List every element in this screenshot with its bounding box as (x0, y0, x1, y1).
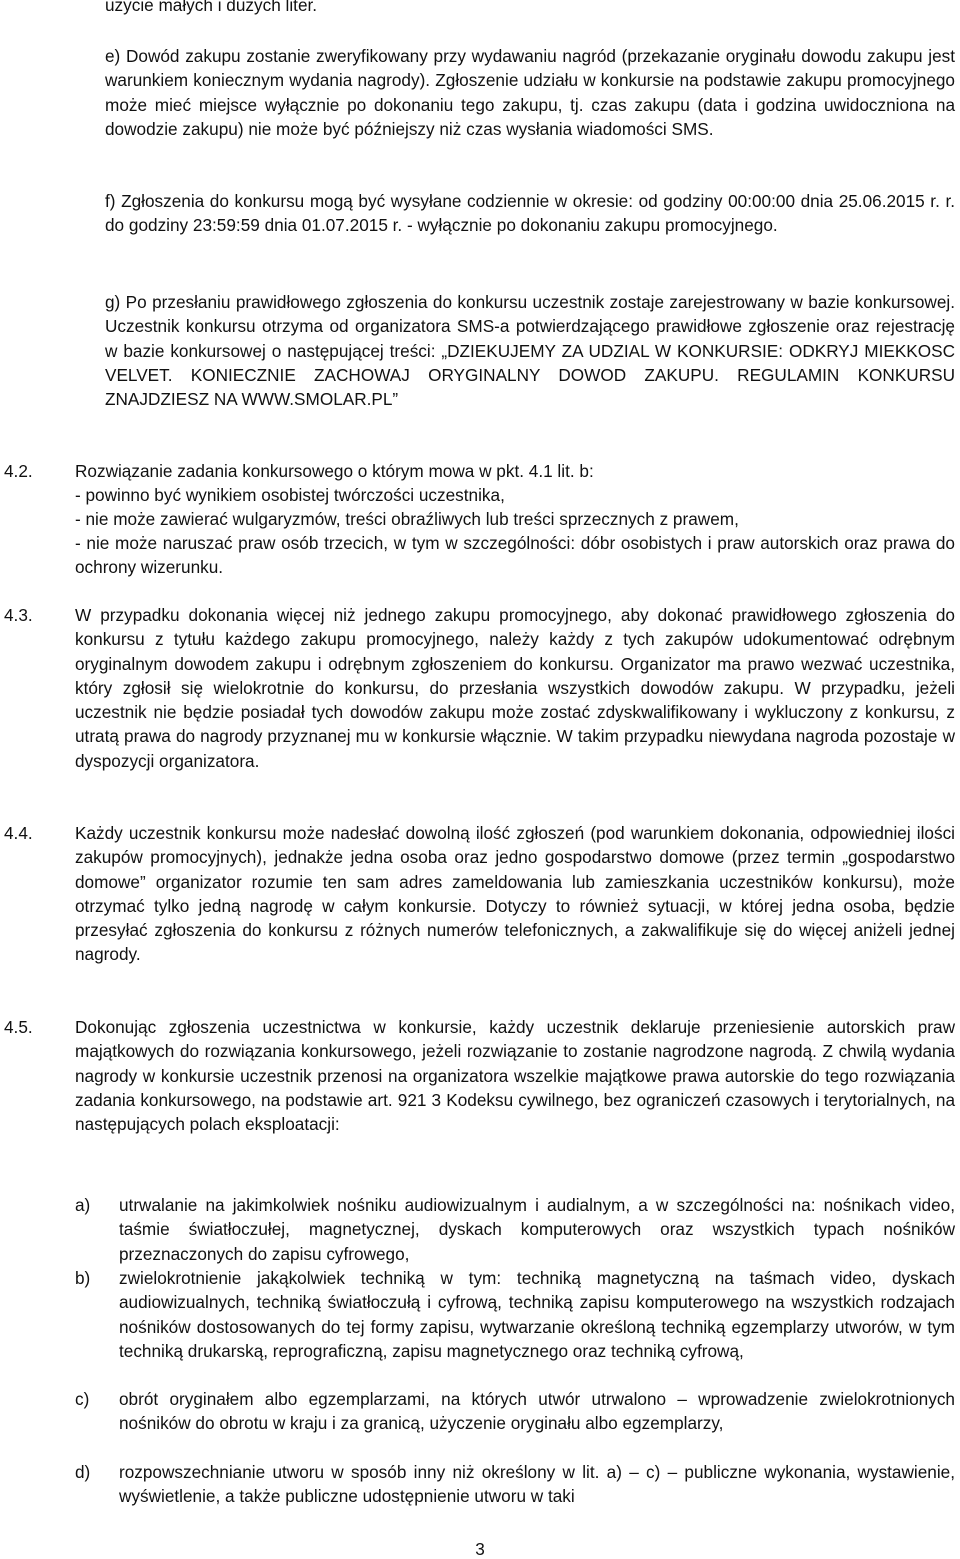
field-text-c: obrót oryginałem albo egzemplarzami, na których utwór utrwalono – wprowadzenie zwielokrotnionych nośników do obrotu w kraju i za granicą, użyczenie oryginału albo egzemplarzy, (119, 1389, 955, 1434)
page-number: 3 (475, 1539, 485, 1559)
item-g: g) Po przesłaniu prawidłowego zgłoszenia do konkursu uczestnik zostaje zarejestrowany w bazie konkursowej. Uczestnik konkursu otrzyma od organizatora SMS-a potwierdzającego prawidłowe zgłoszenie oraz rejestrację w bazie konkursowej o następującej treści: „DZIEKUJEMY ZA UDZIAL W KONKURSIE: ODKRYJ MIEKKOSC VELVET. KONIECZNIE ZACHOWAJ ORYGINALNY DOWOD ZAKUPU. REGULAMIN KONKURSU ZNAJDZIESZ NA WWW.SMOLAR.PL” (105, 292, 955, 410)
section-4-2-line-2: - nie może zawierać wulgaryzmów, treści obraźliwych lub treści sprzecznych z prawem, (75, 509, 739, 529)
section-number-4-3: 4.3. (4, 605, 33, 625)
field-text-d: rozpowszechnianie utworu w sposób inny niż określony w lit. a) – c) – publiczne wykonania, wystawienie, wyświetlenie, a także publiczne udostępnienie utworu w taki (119, 1462, 955, 1507)
field-label-b: b) (75, 1268, 91, 1288)
field-text-a: utrwalanie na jakimkolwiek nośniku audiowizualnym i audialnym, a w szczególności na: nośnikach video, taśmie światłoczułej, magnetycznej, dyskach komputerowych oraz wszystkich typach nośników przeznaczonych do zapisu cyfrowego, (119, 1195, 955, 1264)
field-label-a: a) (75, 1195, 91, 1215)
section-4-5-text: Dokonując zgłoszenia uczestnictwa w konkursie, każdy uczestnik deklaruje przeniesienie autorskich praw majątkowych do rozwiązania konkursowego, jeżeli rozwiązanie to zostanie nagrodzone nagrodą. Z chwilą wydania nagrody w konkursie uczestnik przenosi na organizatora wszelkie majątkowe prawa autorskie do tego rozwiązania zadania konkursowego, na podstawie art. 921 3 Kodeksu cywilnego, bez ograniczeń czasowych i terytorialnych, na następujących polach eksploatacji: (75, 1017, 955, 1135)
field-text-b: zwielokrotnienie jakąkolwiek techniką w tym: techniką magnetyczną na taśmach video, dyskach audiowizualnych, techniką światłoczułą i cyfrową, techniką zapisu komputerowego na wszystkich rodzajach nośników dostosowanych do tej formy zapisu, wytwarzanie określoną techniką egzemplarzy utworów, w tym techniką drukarską, reprograficzną, zapisu magnetycznego oraz techniką cyfrową, (119, 1268, 955, 1361)
continuation-line: użycie małych i dużych liter. (105, 0, 318, 15)
field-label-c: c) (75, 1389, 90, 1409)
section-4-2-text: Rozwiązanie zadania konkursowego o którym mowa w pkt. 4.1 lit. b: (75, 461, 594, 481)
section-number-4-2: 4.2. (4, 461, 33, 481)
section-number-4-4: 4.4. (4, 823, 33, 843)
section-4-3-text: W przypadku dokonania więcej niż jednego zakupu promocyjnego, aby dokonać prawidłowego zgłoszenia do konkursu z tytułu każdego zakupu promocyjnego, należy każdy z tych zakupów udokumentować odrębnym oryginalnym dowodem zakupu i odrębnym zgłoszeniem do konkursu. Organizator ma prawo wezwać uczestnika, który zgłosił się wielokrotnie do konkursu, do przesłania wszystkich dowodów zakupu. W przypadku, jeżeli uczestnik nie będzie posiadał tych dowodów zakupu może zostać zdyskwalifikowany i wykluczony z konkursu, z utratą prawa do nagrody przyznanej mu w konkursie włącznie. W takim przypadku niewydana nagroda pozostaje w dyspozycji organizatora. (75, 605, 955, 771)
section-4-2-line-1: - powinno być wynikiem osobistej twórczości uczestnika, (75, 485, 505, 505)
section-4-2-line-3: - nie może naruszać praw osób trzecich, w tym w szczególności: dóbr osobistych i praw autorskich oraz prawa do ochrony wizerunku. (75, 533, 955, 578)
item-e: e) Dowód zakupu zostanie zweryfikowany przy wydawaniu nagród (przekazanie oryginału dowodu zakupu jest warunkiem koniecznym wydania nagrody). Zgłoszenie udziału w konkursie na podstawie zakupu promocyjnego może mieć miejsce wyłącznie po dokonaniu tego zakupu, tj. czas zakupu (data i godzina uwidoczniona na dowodzie zakupu) nie może być późniejszy niż czas wysłania wiadomości SMS. (105, 46, 955, 139)
item-f: f) Zgłoszenia do konkursu mogą być wysyłane codziennie w okresie: od godziny 00:00:00 dnia 25.06.2015 r. r. do godziny 23:59:59 dnia 01.07.2015 r. - wyłącznie po dokonaniu zakupu promocyjnego. (105, 191, 955, 236)
section-4-4-text: Każdy uczestnik konkursu może nadesłać dowolną ilość zgłoszeń (pod warunkiem dokonania, odpowiedniej ilości zakupów promocyjnych), jednakże jedna osoba oraz jedno gospodarstwo domowe (przez termin „gospodarstwo domowe” organizator rozumie ten sam adres zameldowania lub zamieszkania uczestników konkursu), może otrzymać tylko jedną nagrodę w całym konkursie. Dotyczy to również sytuacji, w której jedna osoba, będzie przesyłać zgłoszenia do konkursu z różnych numerów telefonicznych, a zakwalifikuje się do więcej aniżeli jednej nagrody. (75, 823, 955, 965)
field-label-d: d) (75, 1462, 91, 1482)
section-number-4-5: 4.5. (4, 1017, 33, 1037)
